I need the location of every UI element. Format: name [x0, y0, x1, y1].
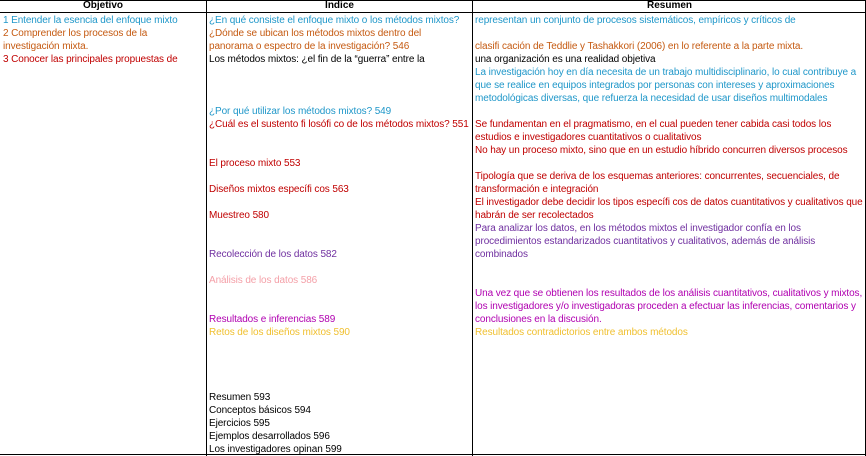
indice-13[interactable]: Resumen 593	[209, 392, 271, 403]
resumen-3[interactable]: una organización es una realidad objetiva	[475, 54, 656, 65]
resumen-8[interactable]: El investigador debe decidir los tipos específi cos de datos cuantitativos y cualitativos que habrán de ser recolectados	[475, 197, 863, 221]
indice-6[interactable]: El proceso mixto 553	[209, 158, 301, 169]
objetivo-1[interactable]: 1 Entender la esencia del enfoque mixto	[3, 15, 178, 26]
column-divider-1	[206, 0, 207, 456]
indice-15[interactable]: Ejercicios 595	[209, 418, 270, 429]
header-indice[interactable]: Índice	[207, 0, 472, 13]
resumen-4[interactable]: La investigación hoy en día necesita de un trabajo multidisciplinario, lo cual contribuye a que se realice en equipos integrados por personas con intereses y aproximaciones metodológicas diversas, que refuerza la necesidad de usar diseños multimodales	[475, 67, 857, 104]
indice-5[interactable]: ¿Cuál es el sustento fi losófi co de los métodos mixtos? 551	[209, 119, 469, 130]
indice-11[interactable]: Resultados e inferencias 589	[209, 314, 336, 325]
indice-3[interactable]: Los métodos mixtos: ¿el fin de la “guerra” entre la	[209, 54, 425, 65]
resumen-11[interactable]: Resultados contradictorios entre ambos métodos	[475, 327, 688, 338]
objetivo-3[interactable]: 3 Conocer las principales propuestas de	[3, 54, 178, 65]
column-divider-2	[472, 0, 473, 456]
indice-4[interactable]: ¿Por qué utilizar los métodos mixtos? 549	[209, 106, 392, 117]
indice-9[interactable]: Recolección de los datos 582	[209, 249, 337, 260]
resumen-10[interactable]: Una vez que se obtienen los resultados de los análisis cuantitativos, cualitativos y mixtos, los investigadores y/o investigadoras proceden a efectuar las inferencias, comentarios y conclusiones en la discusión.	[475, 288, 863, 325]
indice-17[interactable]: Los investigadores opinan 599	[209, 444, 342, 455]
resumen-1[interactable]: representan un conjunto de procesos sistemáticos, empíricos y críticos de	[475, 15, 796, 26]
indice-14[interactable]: Conceptos básicos 594	[209, 405, 311, 416]
resumen-5[interactable]: Se fundamentan en el pragmatismo, en el cual pueden tener cabida casi todos los estudios e investigadores cuantitativos o cualitativos	[475, 119, 832, 143]
header-objetivo[interactable]: Objetivo	[0, 0, 206, 13]
indice-8[interactable]: Muestreo 580	[209, 210, 269, 221]
indice-10[interactable]: Análisis de los datos 586	[209, 275, 318, 286]
indice-16[interactable]: Ejemplos desarrollados 596	[209, 431, 330, 442]
resumen-6[interactable]: No hay un proceso mixto, sino que en un estudio híbrido concurren diversos procesos	[475, 145, 848, 156]
indice-12[interactable]: Retos de los diseños mixtos 590	[209, 327, 350, 338]
resumen-9[interactable]: Para analizar los datos, en los métodos mixtos el investigador confía en los procedimientos estandarizados cuantitativos y cualitativos, además de análisis combinados	[475, 223, 816, 260]
resumen-2[interactable]: clasifi cación de Teddlie y Tashakkori (2006) en lo referente a la parte mixta.	[475, 41, 804, 52]
indice-7[interactable]: Diseños mixtos específi cos 563	[209, 184, 349, 195]
resumen-7[interactable]: Tipología que se deriva de los esquemas anteriores: concurrentes, secuenciales, de transformación e integración	[475, 171, 840, 195]
header-resumen[interactable]: Resumen	[473, 0, 866, 13]
objetivo-2[interactable]: 2 Comprender los procesos de la investigación mixta.	[3, 28, 148, 52]
indice-2[interactable]: ¿Dónde se ubican los métodos mixtos dentro del panorama o espectro de la investigación? 546	[209, 28, 422, 52]
indice-1[interactable]: ¿En qué consiste el enfoque mixto o los métodos mixtos?	[209, 15, 460, 26]
